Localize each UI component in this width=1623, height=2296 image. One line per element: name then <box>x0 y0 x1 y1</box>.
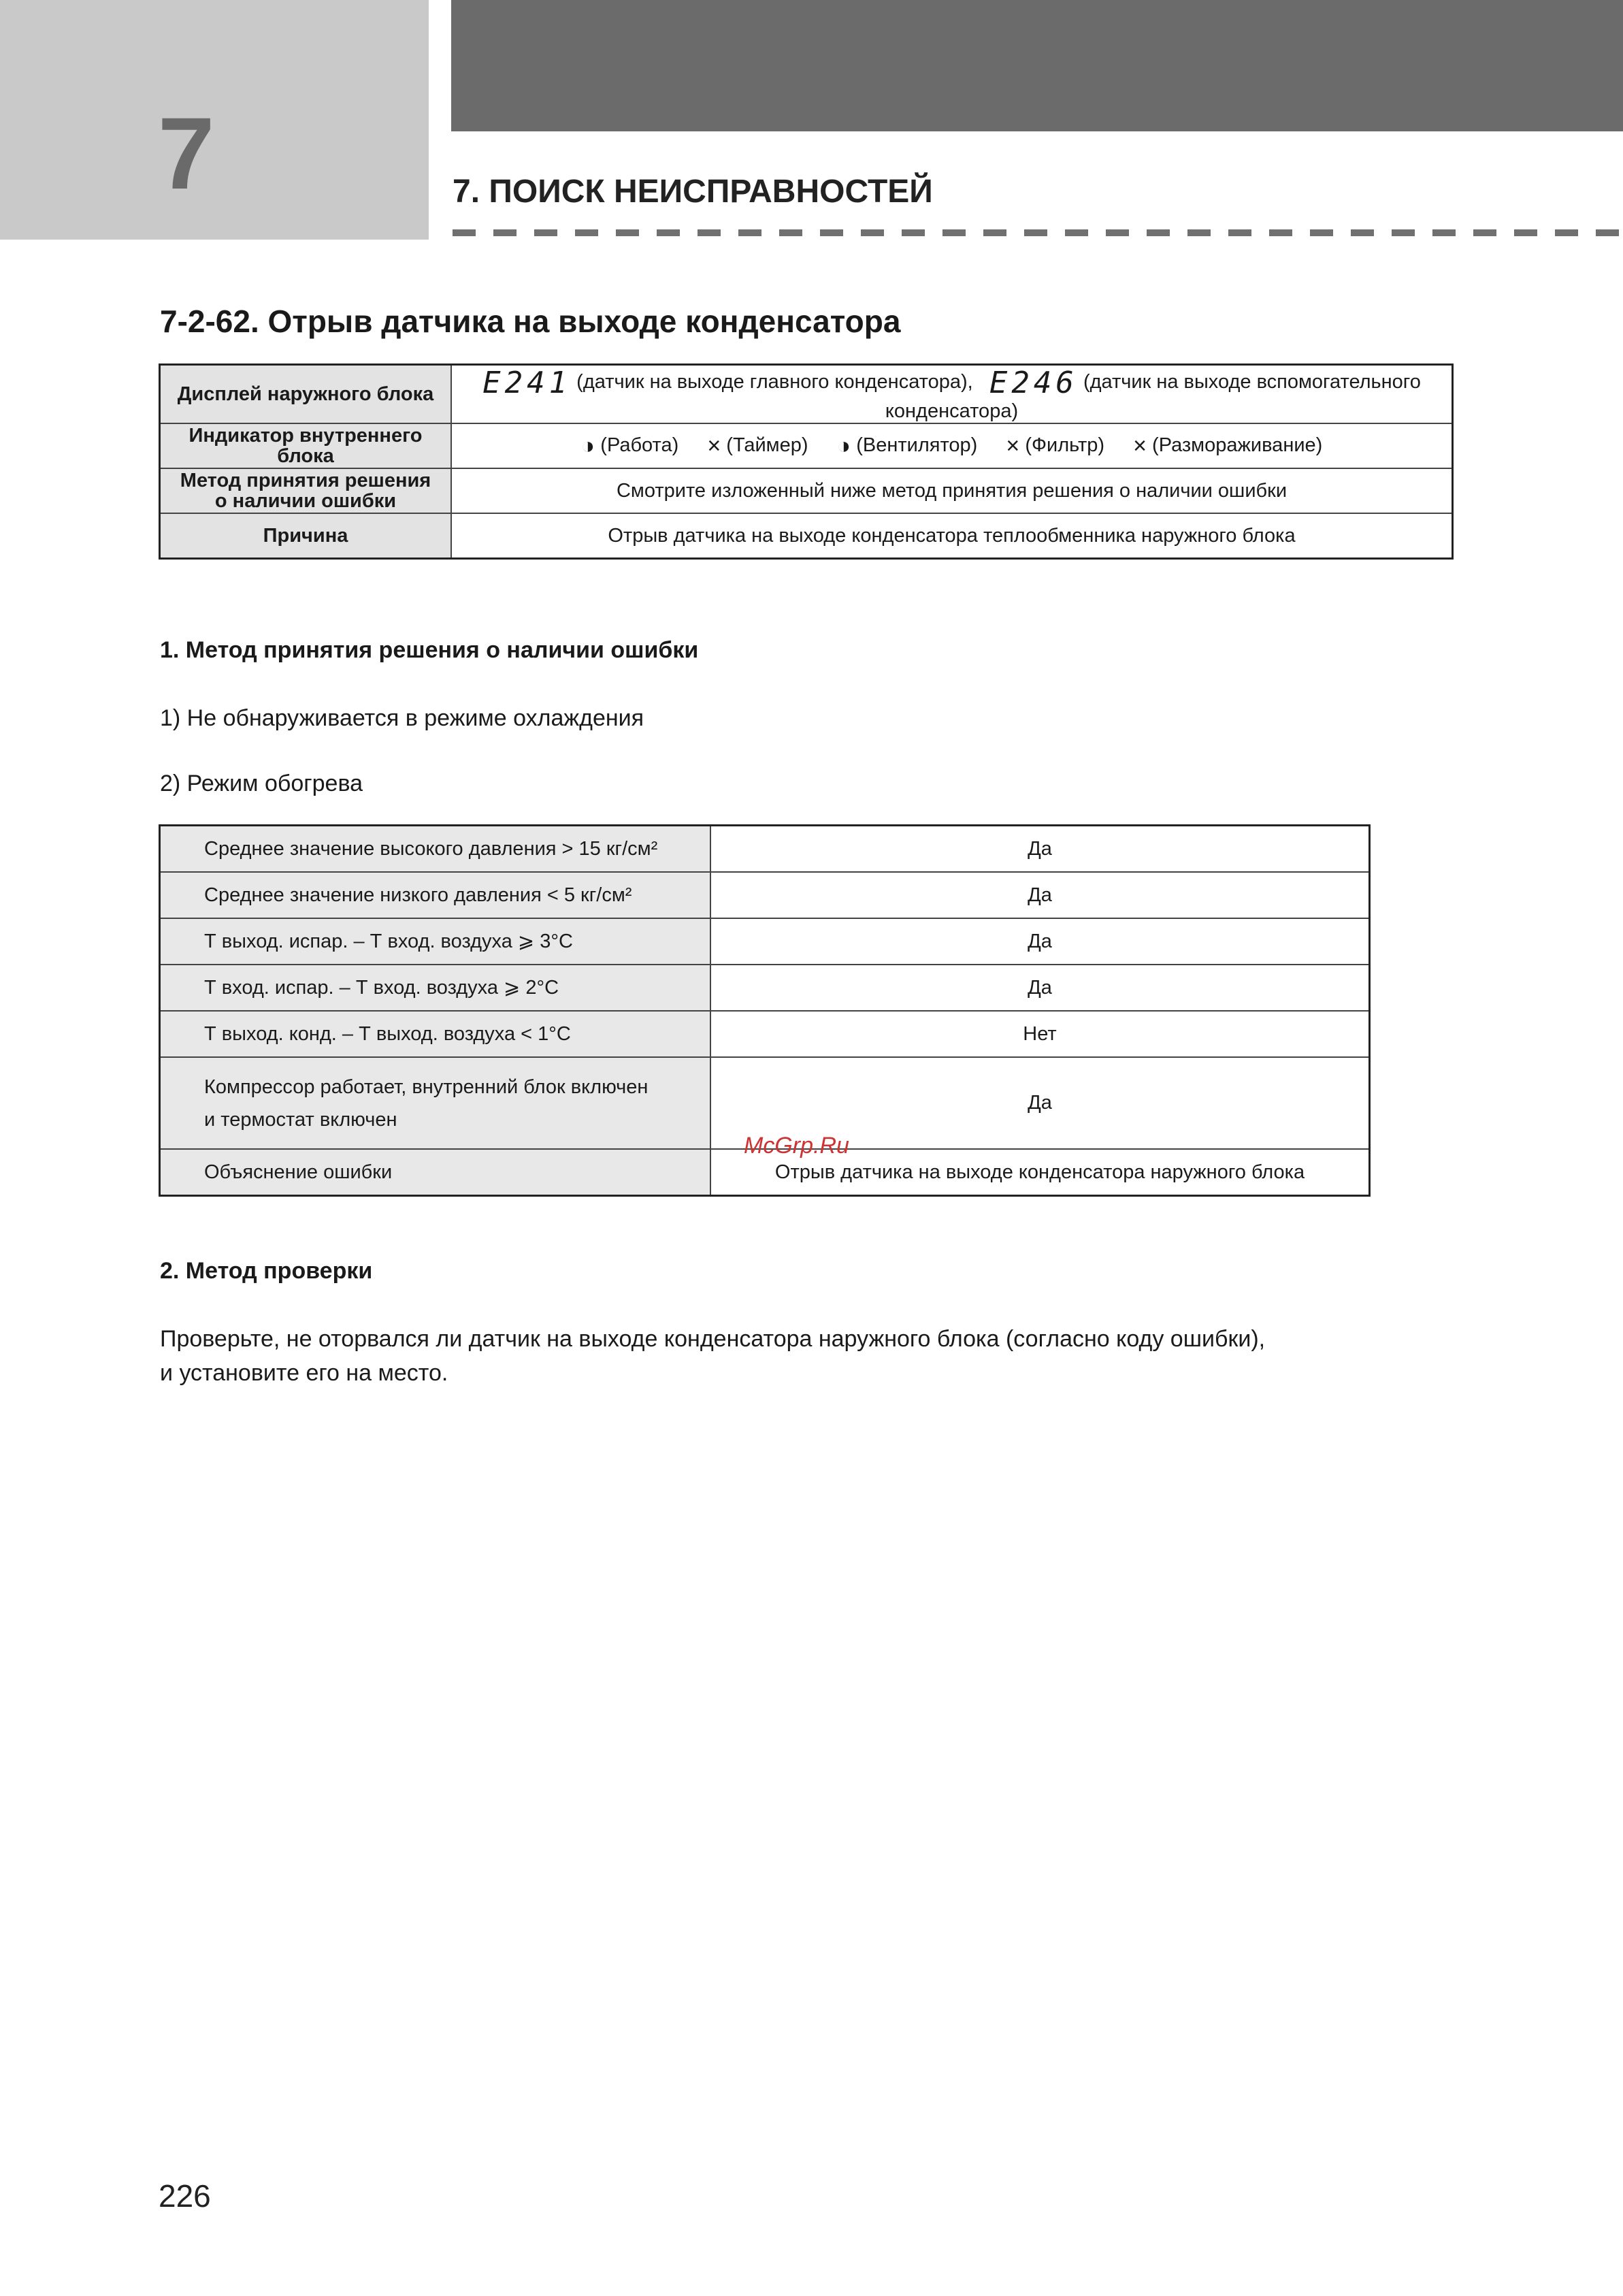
display-label: Дисплей наружного блока <box>160 365 452 424</box>
error-code-primary-desc: (датчик на выходе главного конденсатора), <box>576 371 973 393</box>
error-code-secondary-desc: (датчик на выходе вспомогательного конденсатора) <box>885 371 1421 422</box>
half-circle-icon: ◑ <box>580 432 595 459</box>
method-label: Метод принятия решения о наличии ошибки <box>160 468 452 513</box>
table-row <box>160 826 1370 873</box>
chapter-number: 7 <box>158 96 215 210</box>
table-row <box>160 513 1453 559</box>
error-code-primary: E241 <box>482 366 572 400</box>
table-row <box>160 423 1453 468</box>
section2-heading: 2. Метод проверки <box>160 1258 373 1284</box>
section2-text: Проверьте, не оторвался ли датчик на выходе конденсатора наружного блока (согласно коду ошибки), и установите его на место. <box>160 1326 1266 1386</box>
condition-label: Т выход. испар. – Т вход. воздуха ⩾ 3°C <box>160 918 711 965</box>
indicator-filter: × (Фильтр) <box>1006 432 1105 459</box>
table-row <box>160 365 1453 424</box>
section1-heading: 1. Метод принятия решения о наличии ошибки <box>160 637 699 663</box>
error-explanation-label: Объяснение ошибки <box>160 1149 711 1196</box>
table-row <box>160 872 1370 918</box>
condition-value: Да <box>710 918 1370 965</box>
section-title: 7-2-62. Отрыв датчика на выходе конденсатора <box>160 304 901 339</box>
table-row <box>160 1011 1370 1057</box>
cross-icon: × <box>1006 432 1020 459</box>
method-value: Смотрите изложенный ниже метод принятия решения о наличии ошибки <box>451 468 1453 513</box>
condition-value: Да <box>710 965 1370 1011</box>
cross-icon: × <box>1133 432 1147 459</box>
indicator-label: Индикатор внутреннего блока <box>160 423 452 468</box>
indicator-defrost: × (Размораживание) <box>1133 432 1323 459</box>
cross-icon: × <box>707 432 721 459</box>
section1-item-cooling: 1) Не обнаруживается в режиме охлаждения <box>160 705 644 731</box>
page-number: 226 <box>159 2178 211 2214</box>
chapter-tab <box>0 0 429 240</box>
error-code-secondary: E246 <box>989 366 1078 400</box>
chapter-title: 7. ПОИСК НЕИСПРАВНОСТЕЙ <box>453 174 933 210</box>
condition-value: Да <box>710 872 1370 918</box>
condition-value: Да <box>710 1057 1370 1149</box>
indicator-value <box>451 423 1453 468</box>
table-row <box>160 965 1370 1011</box>
half-circle-icon: ◑ <box>836 432 851 459</box>
condition-label: Т вход. испар. – Т вход. воздуха ⩾ 2°C <box>160 965 711 1011</box>
condition-value: Да <box>710 826 1370 873</box>
cause-value: Отрыв датчика на выходе конденсатора теплообменника наружного блока <box>451 513 1453 559</box>
condition-label: Компрессор работает, внутренний блок включен и термостат включен <box>160 1057 711 1149</box>
condition-label: Среднее значение высокого давления > 15 кг/см² <box>160 826 711 873</box>
condition-label: Т выход. конд. – Т выход. воздуха < 1°C <box>160 1011 711 1057</box>
indicator-fan: ◑ (Вентилятор) <box>836 432 978 459</box>
condition-label: Среднее значение низкого давления < 5 кг/см² <box>160 872 711 918</box>
header-bar <box>451 0 1623 131</box>
indicator-operation: ◑ (Работа) <box>580 432 679 459</box>
condition-value: Нет <box>710 1011 1370 1057</box>
table-row <box>160 468 1453 513</box>
indicator-timer: × (Таймер) <box>707 432 808 459</box>
error-info-table <box>159 363 1454 560</box>
watermark: McGrp.Ru <box>744 1133 849 1159</box>
table-row <box>160 918 1370 965</box>
error-explanation-value: Отрыв датчика на выходе конденсатора наружного блока <box>710 1149 1370 1196</box>
dashed-divider <box>453 229 1623 236</box>
cause-label: Причина <box>160 513 452 559</box>
display-value <box>451 365 1453 424</box>
section1-item-heating: 2) Режим обогрева <box>160 771 363 796</box>
